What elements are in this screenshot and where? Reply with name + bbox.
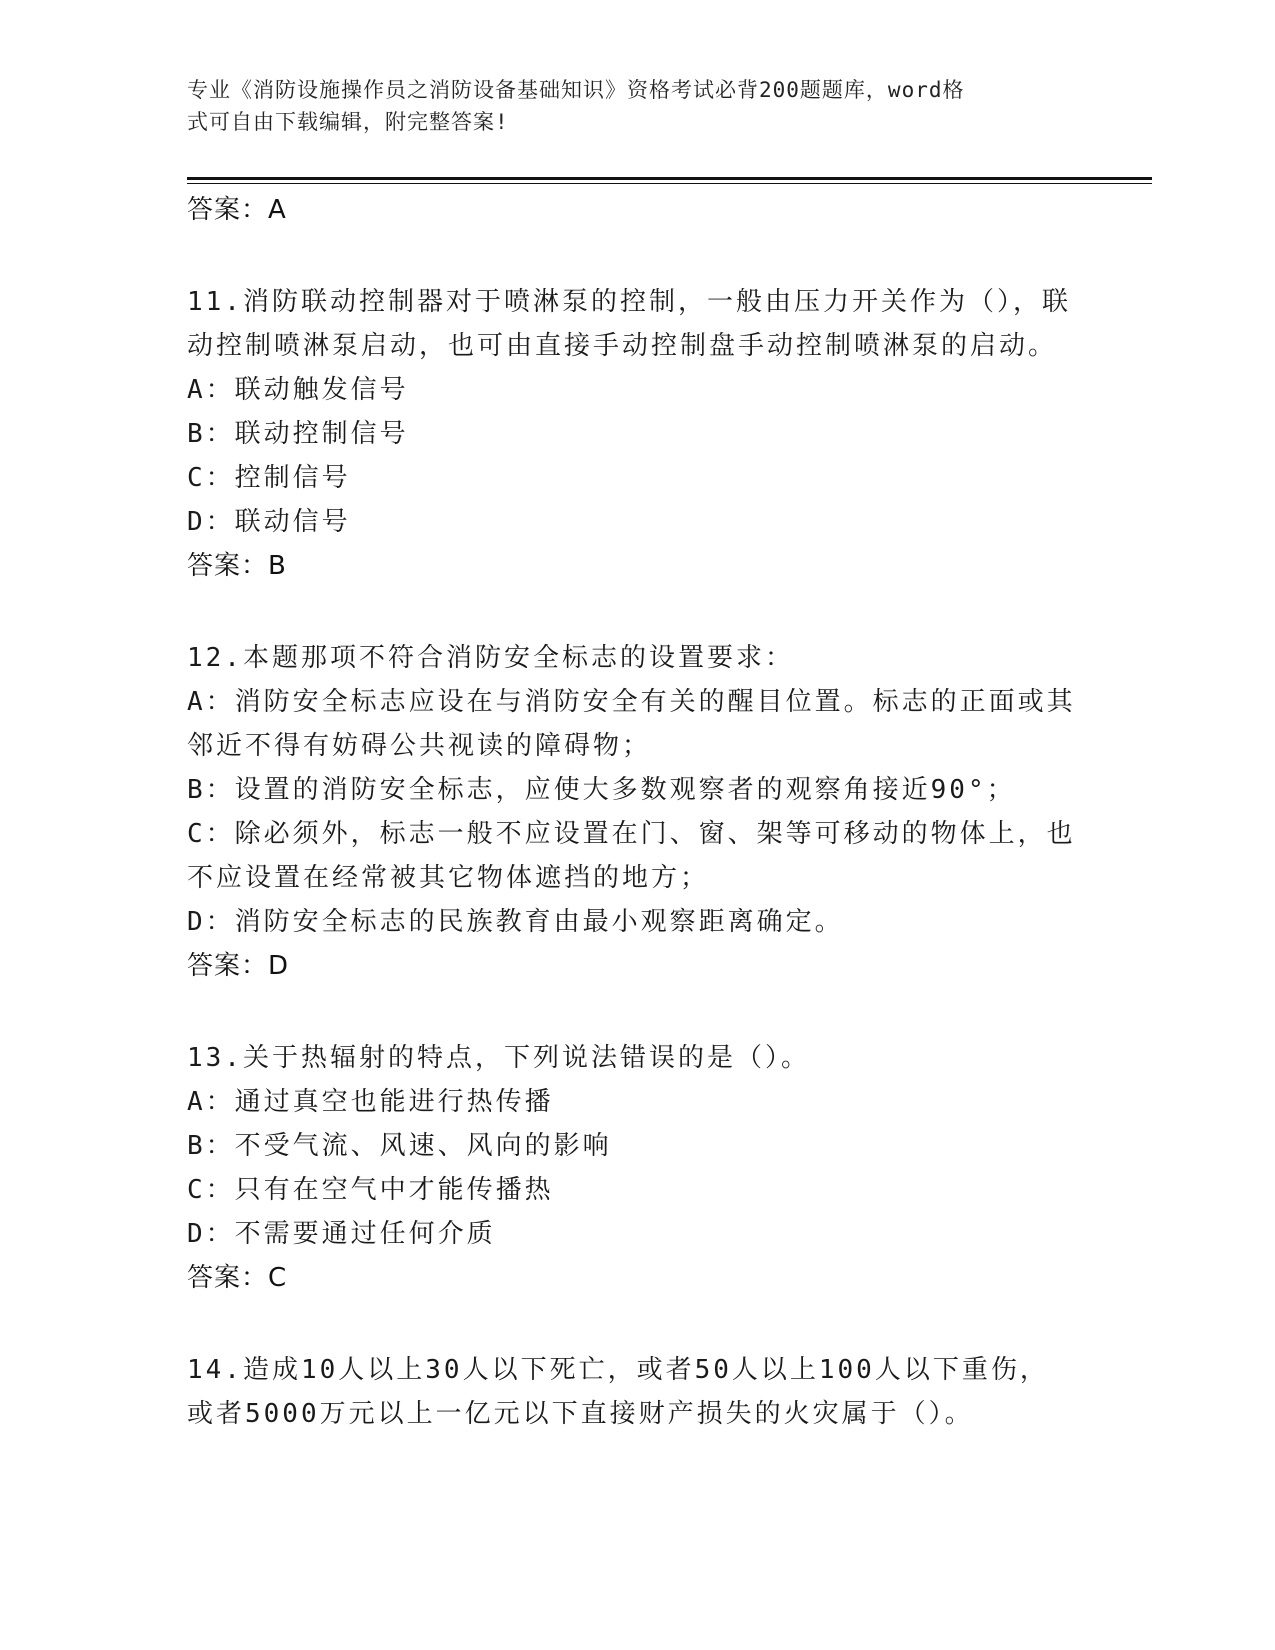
question-12 xyxy=(187,636,1087,988)
spacer xyxy=(187,588,1087,636)
question-text-line: 14.造成10人以上30人以下死亡，或者50人以上100人以下重伤， xyxy=(187,1355,1049,1385)
answer-label: 答案：D xyxy=(187,951,290,981)
header-line-2: 式可自由下载编辑，附完整答案! xyxy=(187,110,509,134)
spacer xyxy=(187,1300,1087,1348)
option-b: B：设置的消防安全标志，应使大多数观察者的观察角接近90°； xyxy=(187,775,1016,805)
header-rule-thin xyxy=(187,183,1152,184)
option-a-continued: 邻近不得有妨碍公共视读的障碍物； xyxy=(187,731,652,761)
option-d: D：不需要通过任何介质 xyxy=(187,1219,496,1249)
question-text-line: 或者5000万元以上一亿元以下直接财产损失的火灾属于（）。 xyxy=(187,1399,974,1429)
question-text-line: 12.本题那项不符合消防安全标志的设置要求： xyxy=(187,643,794,673)
spacer xyxy=(187,988,1087,1036)
option-c: C：除必须外，标志一般不应设置在门、窗、架等可移动的物体上，也 xyxy=(187,819,1076,849)
answer-label: 答案：C xyxy=(187,1263,288,1293)
document-header xyxy=(187,74,1067,138)
option-b: B：不受气流、风速、风向的影响 xyxy=(187,1131,612,1161)
question-11 xyxy=(187,280,1087,588)
header-rule-thick xyxy=(187,177,1152,180)
spacer xyxy=(187,232,1087,280)
option-b: B：联动控制信号 xyxy=(187,419,409,449)
option-a: A：通过真空也能进行热传播 xyxy=(187,1087,554,1117)
question-list xyxy=(187,188,1087,1436)
option-a: A：联动触发信号 xyxy=(187,375,409,405)
option-d: D：消防安全标志的民族教育由最小观察距离确定。 xyxy=(187,907,844,937)
option-c: C：控制信号 xyxy=(187,463,351,493)
question-text-line: 动控制喷淋泵启动，也可由直接手动控制盘手动控制喷淋泵的启动。 xyxy=(187,331,1058,361)
answer-previous: 答案：A xyxy=(187,195,287,225)
question-14 xyxy=(187,1348,1087,1436)
option-c-continued: 不应设置在经常被其它物体遮挡的地方； xyxy=(187,863,710,893)
question-text-line: 13.关于热辐射的特点，下列说法错误的是（）。 xyxy=(187,1043,810,1073)
option-a: A：消防安全标志应设在与消防安全有关的醒目位置。标志的正面或其 xyxy=(187,687,1076,717)
option-d: D：联动信号 xyxy=(187,507,351,537)
question-13 xyxy=(187,1036,1087,1300)
option-c: C：只有在空气中才能传播热 xyxy=(187,1175,554,1205)
question-text-line: 11.消防联动控制器对于喷淋泵的控制，一般由压力开关作为（），联 xyxy=(187,287,1071,317)
answer-label: 答案：B xyxy=(187,551,287,581)
header-line-1: 专业《消防设施操作员之消防设备基础知识》资格考试必背200题题库，word格 xyxy=(187,78,965,102)
